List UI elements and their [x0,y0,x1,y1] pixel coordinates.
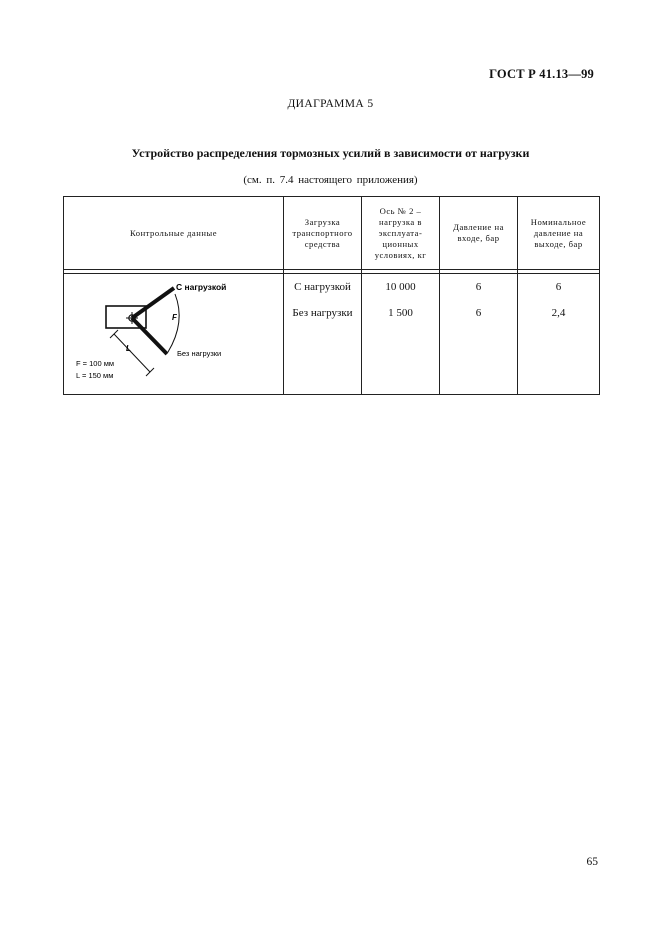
load-column [284,274,362,395]
outlet-column [518,274,600,395]
header-control-data: Контрольные данные [64,197,284,270]
inlet-column [440,274,518,395]
row-loaded-axle-load: 10 000 [385,281,416,293]
f-arc [168,294,179,352]
row-loaded-load: С нагрузкой [294,281,351,293]
label-l-symbol: L [126,344,131,353]
header-axle-load: Ось № 2 – нагрузка в эксплуата-ционных условиях, кг [362,197,440,270]
header-outlet-pressure: Номинальное давление на выходе, бар [518,197,600,270]
row-unloaded-load: Без нагрузки [292,307,353,319]
header-inlet-pressure: Давление на входе, бар [440,197,518,270]
label-f-dimension: F = 100 мм [76,359,115,368]
diagram-label: ДИАГРАММА 5 [287,98,374,110]
row-loaded-inlet: 6 [475,281,482,293]
lever-loaded [132,288,174,318]
row-unloaded-inlet: 6 [475,307,482,319]
l-dimension-line [114,334,150,372]
document-title: Устройство распределения тормозных усилий в зависимости от нагрузки [131,146,530,160]
lever-unloaded [132,318,167,354]
page-number: 65 [586,856,598,868]
header-vehicle-load: Загрузка транспортного средства [284,197,362,270]
row-unloaded-outlet: 2,4 [551,307,566,319]
table-header-row [64,197,600,270]
axle-load-column [362,274,440,395]
valve-lever-diagram [64,274,284,394]
diagram-cell [64,274,284,395]
label-f-symbol: F [172,313,177,322]
label-l-dimension: L = 150 мм [76,371,114,380]
row-unloaded-axle-load: 1 500 [388,307,413,319]
label-unloaded: Без нагрузки [177,349,222,358]
row-loaded-outlet: 6 [555,281,562,293]
label-loaded: С нагрузкой [176,282,227,292]
data-table [63,196,600,395]
table-row [64,274,600,395]
document-reference: (см. п. 7.4 настоящего приложения) [243,174,418,186]
document-code: ГОСТ Р 41.13—99 [489,67,594,81]
